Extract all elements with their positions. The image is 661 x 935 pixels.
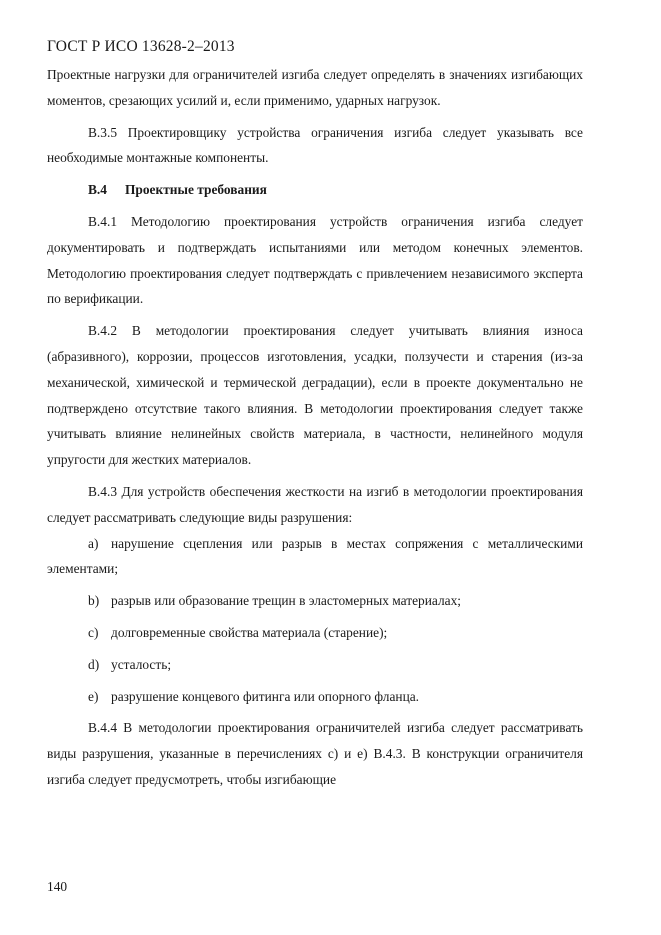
list-item-text: долговременные свойства материала (старение); [111, 624, 388, 640]
list-item [47, 531, 583, 583]
section-heading-b-4 [47, 177, 583, 203]
paragraph-b-4-3: B.4.3 Для устройств обеспечения жесткости на изгиб в методологии проектирования следует рассматривать следующие виды разрушения: [47, 483, 583, 525]
standard-header: ГОСТ Р ИСО 13628-2–2013 [47, 38, 235, 55]
list-item [47, 684, 583, 710]
page-number: 140 [47, 879, 68, 894]
paragraph-design-loads: Проектные нагрузки для ограничителей изгиба следует определять в значениях изгибающих моментов, срезающих усилий и, если применимо, ударных нагрузок. [47, 67, 583, 108]
paragraph-b-4-1: B.4.1 Методологию проектирования устройств ограничения изгиба следует документировать и подтверждать испытаниями или методом конечных элементов. Методологию проектирования следует подтверждать с привлечением независимого эксперта по верификации. [47, 213, 583, 307]
section-title: Проектные требования [125, 182, 267, 198]
section-number: B.4 [88, 182, 107, 198]
list-marker: c) [88, 624, 99, 640]
list-marker: e) [88, 688, 99, 704]
list-marker: d) [88, 656, 100, 672]
list-item [47, 652, 583, 678]
failure-modes-list [47, 531, 583, 710]
paragraph-b-4-2: B.4.2 В методологии проектирования следует учитывать влияния износа (абразивного), коррозии, процессов изготовления, усадки, ползучести и старения (из-за механической, химической и термической деградации), если в проекте документально не подтверждено отсутствие такого влияния. В методологии проектирования следует также учитывать влияние нелинейных свойств материала, в частности, нелинейного модуля упругости для жестких материалов. [47, 323, 583, 468]
paragraph-b-4-4: B.4.4 В методологии проектирования ограничителей изгиба следует рассматривать виды разрушения, указанные в перечислениях с) и е) B.4.3. В конструкции ограничителя изгиба следует предусмотреть, чтобы изгибающие [47, 720, 583, 787]
list-item [47, 620, 583, 646]
list-item-text: разрыв или образование трещин в эластомерных материалах; [111, 593, 461, 609]
list-item-text: усталость; [111, 656, 172, 672]
list-marker: b) [88, 593, 100, 609]
list-item [47, 588, 583, 614]
list-marker: a) [88, 535, 99, 551]
paragraph-b-3-5: B.3.5 Проектировщику устройства ограничения изгиба следует указывать все необходимые монтажные компоненты. [47, 124, 583, 166]
list-item-text: нарушение сцепления или разрыв в местах сопряжения с металлическими элементами; [47, 535, 583, 577]
page-body [47, 62, 583, 793]
list-item-text: разрушение концевого фитинга или опорного фланца. [111, 688, 420, 704]
